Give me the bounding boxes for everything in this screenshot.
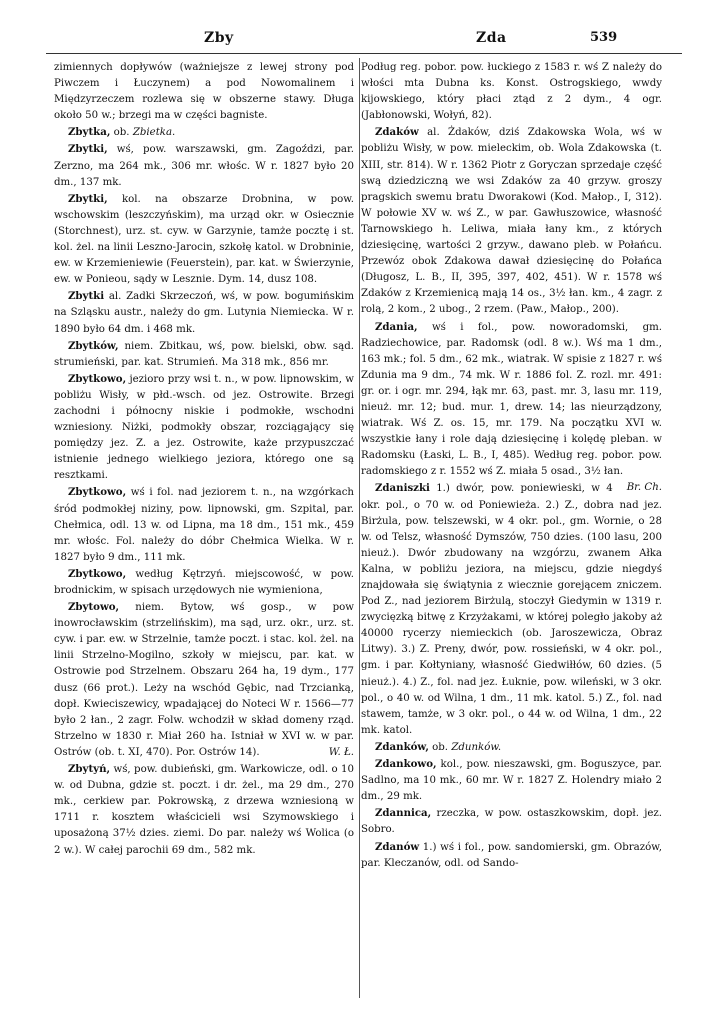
dictionary-entry <box>54 371 354 485</box>
entry-text: al. Zadki Skrzeczoń, wś, w pow. bogumińskim na Szląsku austr., należy do gm. Lutynia Niemiecka. W r. 1890 było 64 dm. i 468 mk. <box>54 291 354 335</box>
dictionary-entry <box>54 191 354 289</box>
entry-headword: Zbytkowo, <box>68 372 127 385</box>
entry-headword: Zbytka, <box>68 126 111 139</box>
entry-headword: Zdaków <box>375 126 419 139</box>
dictionary-entry <box>54 761 354 859</box>
entry-author-signature: W. Ł. <box>328 746 354 758</box>
entry-text: wś, pow. dubieński, gm. Warkowicze, odl. o 10 w. od Dubna, gdzie st. poczt. i dr. żel., ma 29 dm., 270 mk., cerkiew par. Pokrowską, z drzewa wzniesioną w 1711 r. kosztem właścicieli wsi Szymowskiego i uposażoną 37½ dzies. ziemi. Do par. należy wś Wolica (o 2 w.). W całej parochii 69 dm., 582 mk. <box>54 764 354 856</box>
entry-text: 1.) dwór, pow. poniewieski, w 4 okr. pol., o 70 w. od Poniewieża. 2.) Z., dobra nad jez. Birżula, pow. telszewski, w 4 okr. pol., gm. Wornie, o 28 w. od Telsz, własność Dymszów, 750 dzies. (100 lasu, 200 nieuż.). Dwór zbudowany na wzgórzu, zwanem Ałka Kalna, w pobliżu jeziora, na miejscu, gdzie niegdyś znajdowała się świątynia z wiecznie gorejącem zniczem. Pod Z., nad jeziorem Birżulą, stoczył Giedymin w 1319 r. zwycięzką bitwę z Krzyżakami, w której poległo jakoby aż 40000 rycerzy niemieckich (ob. Jaroszewicza, Obraz Litwy). 3.) Z. Preny, dwór, pow. rossieński, w 4 okr. pol., gm. i par. Kołtyniany, własność Giedwiłłów, 60 dzies. (5 nieuż.). 4.) Z., fol. nad jez. Łuknie, pow. wileński, w 3 okr. pol., o 40 w. od Wilna, 1 dm., 11 mk. katol. 5.) Z., fol. nad stawem, tamże, w 3 okr. pol., o 44 w. od Wilna, 1 dm., 22 mk. katol. <box>361 483 662 736</box>
dictionary-entry <box>361 756 662 805</box>
entry-text: jezioro przy wsi t. n., w pow. lipnowskim, w pobliżu Wisły, w płd.-wsch. od jez. Ostrowite. Brzegi zachodni i północny niskie i podmokłe, wschodni wzniesiony. Niżki, podmokły obszar, rozciągający się pomiędzy jez. Z. a jez. Ostrowite, każe przypuszczać istnienie jednego wielkiego jeziora, którego one są resztkami. <box>54 373 354 482</box>
entry-text: kol., pow. nieszawski, gm. Boguszyce, par. Sadlno, ma 10 mk., 60 mr. W r. 1827 Z. Holendry miało 2 dm., 29 mk. <box>361 759 662 803</box>
entry-headword: Zbytowo, <box>68 601 120 614</box>
entry-text: Podług reg. pobor. pow. łuckiego z 1583 r. wś Z należy do włości mta Dubna ks. Konst. Ostrogskiego, wwdy kijowskiego, który płaci ztąd z 2 dym., 4 ogr. (Jabłonowski, Wołyń, 82). <box>361 62 662 122</box>
entry-text: niem. Bytow, wś gosp., w pow inowrocławskim (strzelińskim), ma sąd, urz. okr., urz. st. cyw. i par. ew. w Strzelnie, tamże poczt. i stac. kol. żel. na linii Strzelno-Mogilno, szkoły w miejscu, par. kat. w Ostrowie pod Strzelnem. Obszaru 264 ha, 19 dym., 177 dusz (66 prot.). Leży na wschód Gębic, nad Trzcianką, dopł. Kwieciszewicy, wpadającej do Noteci W r. 1566—77 było 2 łan., 2 zagr. Folw. wchodził w skład domeny rząd. Strzelno w 1830 r. Miał 260 ha. Istniał w XVI w. w par. Ostrów (ob. t. XI, 470). Por. Ostrów 14). <box>54 602 354 758</box>
entry-text: według Kętrzyń. miejscowość, w pow. brodnickim, w spisach urzędowych nie wymieniona, <box>54 568 354 596</box>
entry-headword: Zbytków, <box>68 339 119 352</box>
dictionary-entry <box>361 124 662 318</box>
dictionary-entry <box>54 288 354 337</box>
entry-cross-reference: Zdunków. <box>451 741 502 753</box>
entry-text: 1.) wś i fol., pow. sandomierski, gm. Obrazów, par. Kleczanów, odl. od Sando- <box>361 841 662 869</box>
entry-headword: Zbytyń, <box>68 763 111 776</box>
entry-headword: Zdaniszki <box>375 482 430 495</box>
dictionary-entry <box>361 839 662 872</box>
entry-text: wś i fol. nad jeziorem t. n., na wzgórkach śród podmokłej niziny, pow. lipnowski, gm. Szpital, par. Chełmica, odl. 13 w. od Lipna, ma 18 dm., 151 mk., 459 mr. włośc. Fol. należy do dóbr Chełmica Wielka. W r. 1827 było 9 dm., 111 mk. <box>54 487 354 563</box>
entry-headword: Zbytkowo, <box>68 486 127 499</box>
header-left-keyword: Zby <box>204 30 234 46</box>
entry-text: niem. Zbitkau, wś, pow. bielski, obw. sąd. strumieński, par. kat. Strumień. Ma 318 mk., 856 mr. <box>54 340 354 368</box>
dictionary-entry <box>54 566 354 599</box>
entry-headword: Zdannica, <box>375 807 432 820</box>
header-rule <box>46 53 682 54</box>
entry-text: wś i fol., pow. noworadomski, gm. Radziechowice, par. Radomsk (odl. 8 w.). Wś ma 1 dm., 163 mk.; fol. 5 dm., 62 mk., wiatrak. W spisie z 1827 r. wś Zdunia ma 9 dm., 74 mk. W r. 1886 fol. Z. rozl. mr. 491: gr. or. i ogr. mr. 294, łąk mr. 63, past. mr. 3, lasu mr. 119, nieuż. mr. 12; bud. mur. 1, drew. 14; las nieurządzony, wiatrak. Wś Z. os. 15, mr. 179. Na początku XVI w. wszystkie łany i role dają dziesięcinę i kolędę pleban. w Radomsku (Łaski, L. B., I, 485). Według reg. pobor. pow. radomskiego z r. 1552 wś Z. miała 5 osad., 3½ łan. <box>361 321 662 478</box>
dictionary-entry <box>54 60 354 124</box>
dictionary-entry <box>54 484 354 565</box>
dictionary-entry <box>361 805 662 838</box>
entry-author-signature: Br. Ch. <box>626 482 662 494</box>
entry-headword: Zdanów <box>375 840 420 853</box>
running-header <box>0 30 720 52</box>
entry-cross-reference: Zbietka. <box>132 127 176 139</box>
entry-text: kol. na obszarze Drobnina, w pow. wschowskim (leszczyńskim), ma urząd okr. w Osiecznie (Storchnest), urz. st. cyw. w Garzynie, tamże pocztę i st. kol. żel. na linii Leszno-Jarocin, szkołę katol. w Drobninie, ew. w Krzemieniewie (Feuerstein), par. kat. w Świerzynie, ew. w Ponieou, sądy w Lesznie. Dym. 14, dusz 108. <box>54 193 354 286</box>
dictionary-entry <box>361 739 662 756</box>
entry-text: ob. <box>432 741 449 753</box>
dictionary-entry <box>54 124 354 141</box>
entry-headword: Zbytki, <box>68 143 108 156</box>
entry-headword: Zdanków, <box>375 740 429 753</box>
dictionary-entry <box>361 60 662 124</box>
entry-text: al. Żdaków, dziś Zdakowska Wola, wś w pobliżu Wisły, w pow. mieleckim, ob. Wola Zdakowska (t. XIII, str. 814). W r. 1362 Piotr z Goryczan sprzedaje część swą dziedziczną we wsi Zdaków za 40 grzyw. groszy pragskich swemu bratu Dworakowi (Kod. Małop., I, 312). W połowie XV w. wś Z., w par. Gawłuszowice, własność Tarnowskiego h. Leliwa, miała łany km., z których dziesięcinę, wartości 2 grzyw., dawano pleb. w Połańcu. Przewóz obok Zdakowa dawał dziesięcinę do Połańca (Długosz, L. B., II, 395, 397, 402, 451). W r. 1578 wś Zdaków z Krzemienicą mają 14 os., 3½ łan. km., 4 zagr. z rolą, 2 kom., 2 ubog., 2 rzem. (Paw., Małop., 200). <box>361 127 662 316</box>
entry-headword: Zbytki <box>68 290 105 303</box>
entry-text: ob. <box>113 127 130 139</box>
entry-text: zimiennych dopływów (ważniejsze z lewej strony pod Piwczem i Łuczynem) a pod Nowomalinem i Międzyrzeczem rozlewa się w obszerne stawy. Długa około 50 w.; brzegi ma w części bagniste. <box>54 62 354 122</box>
entry-headword: Zbytkowo, <box>68 567 127 580</box>
dictionary-entry <box>54 599 354 761</box>
dictionary-entry <box>54 338 354 371</box>
page-number: 539 <box>590 30 618 45</box>
right-column <box>361 60 662 872</box>
entry-text: rzeczka, w pow. ostaszkowskim, dopł. jez. Sobro. <box>361 808 662 836</box>
entry-headword: Zdania, <box>375 320 418 333</box>
dictionary-entry <box>54 141 354 190</box>
entry-headword: Zdankowo, <box>375 758 437 771</box>
entry-text: wś, pow. warszawski, gm. Zagoździ, par. Zerzno, ma 264 mk., 306 mr. włośc. W r. 1827 było 20 dm., 137 mk. <box>54 144 354 188</box>
header-center-keyword: Zda <box>476 30 507 46</box>
entry-headword: Zbytki, <box>68 192 108 205</box>
column-divider <box>359 58 360 998</box>
left-column <box>54 60 354 859</box>
dictionary-entry <box>361 480 662 739</box>
